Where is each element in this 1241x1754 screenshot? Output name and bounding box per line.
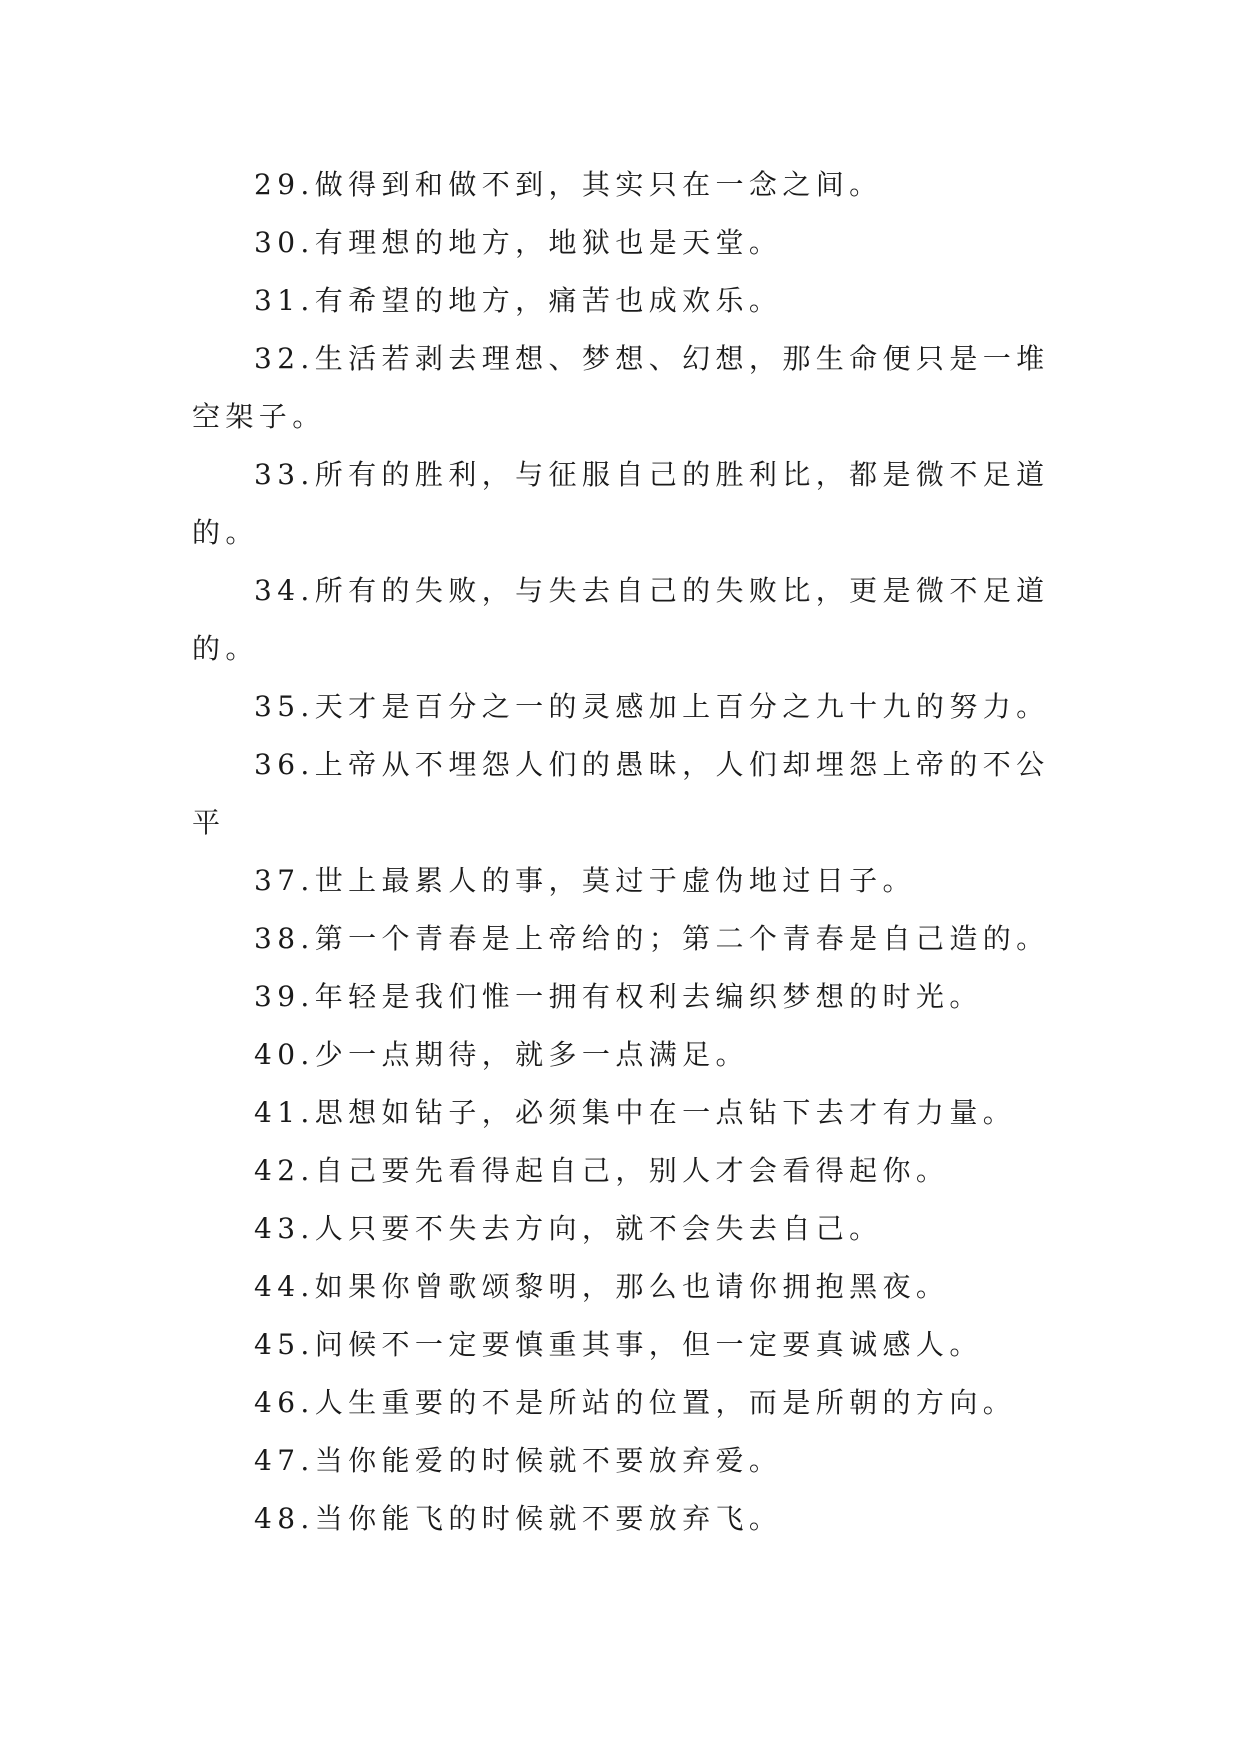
quote-paragraph-30: 30.有理想的地方，地狱也是天堂。 xyxy=(254,226,783,259)
quote-paragraph-32: 32.生活若剥去理想、梦想、幻想，那生命便只是一堆空架子。 xyxy=(192,342,1050,433)
quote-paragraph-39: 39.年轻是我们惟一拥有权利去编织梦想的时光。 xyxy=(254,980,983,1013)
quote-paragraph-38: 38.第一个青春是上帝给的；第二个青春是自己造的。 xyxy=(254,922,1050,955)
quote-paragraph-46: 46.人生重要的不是所站的位置，而是所朝的方向。 xyxy=(254,1386,1017,1419)
quote-paragraph-37: 37.世上最累人的事，莫过于虚伪地过日子。 xyxy=(254,864,916,897)
quote-paragraph-40: 40.少一点期待，就多一点满足。 xyxy=(254,1038,749,1071)
quote-paragraph-48: 48.当你能飞的时候就不要放弃飞。 xyxy=(254,1502,783,1535)
quote-paragraph-33: 33.所有的胜利，与征服自己的胜利比，都是微不足道的。 xyxy=(192,458,1050,549)
quote-paragraph-45: 45.问候不一定要慎重其事，但一定要真诚感人。 xyxy=(254,1328,983,1361)
quote-paragraph-29: 29.做得到和做不到，其实只在一念之间。 xyxy=(254,168,883,201)
quote-list xyxy=(192,156,1050,1548)
quote-paragraph-42: 42.自己要先看得起自己，别人才会看得起你。 xyxy=(254,1154,950,1187)
quote-paragraph-34: 34.所有的失败，与失去自己的失败比，更是微不足道的。 xyxy=(192,574,1050,665)
quote-paragraph-47: 47.当你能爱的时候就不要放弃爱。 xyxy=(254,1444,783,1477)
quote-paragraph-44: 44.如果你曾歌颂黎明，那么也请你拥抱黑夜。 xyxy=(254,1270,950,1303)
quote-paragraph-43: 43.人只要不失去方向，就不会失去自己。 xyxy=(254,1212,883,1245)
quote-paragraph-31: 31.有希望的地方，痛苦也成欢乐。 xyxy=(254,284,783,317)
quote-paragraph-35: 35.天才是百分之一的灵感加上百分之九十九的努力。 xyxy=(254,690,1050,723)
quote-paragraph-36: 36.上帝从不埋怨人们的愚昧，人们却埋怨上帝的不公平 xyxy=(192,748,1050,839)
quote-paragraph-41: 41.思想如钻子，必须集中在一点钻下去才有力量。 xyxy=(254,1096,1017,1129)
